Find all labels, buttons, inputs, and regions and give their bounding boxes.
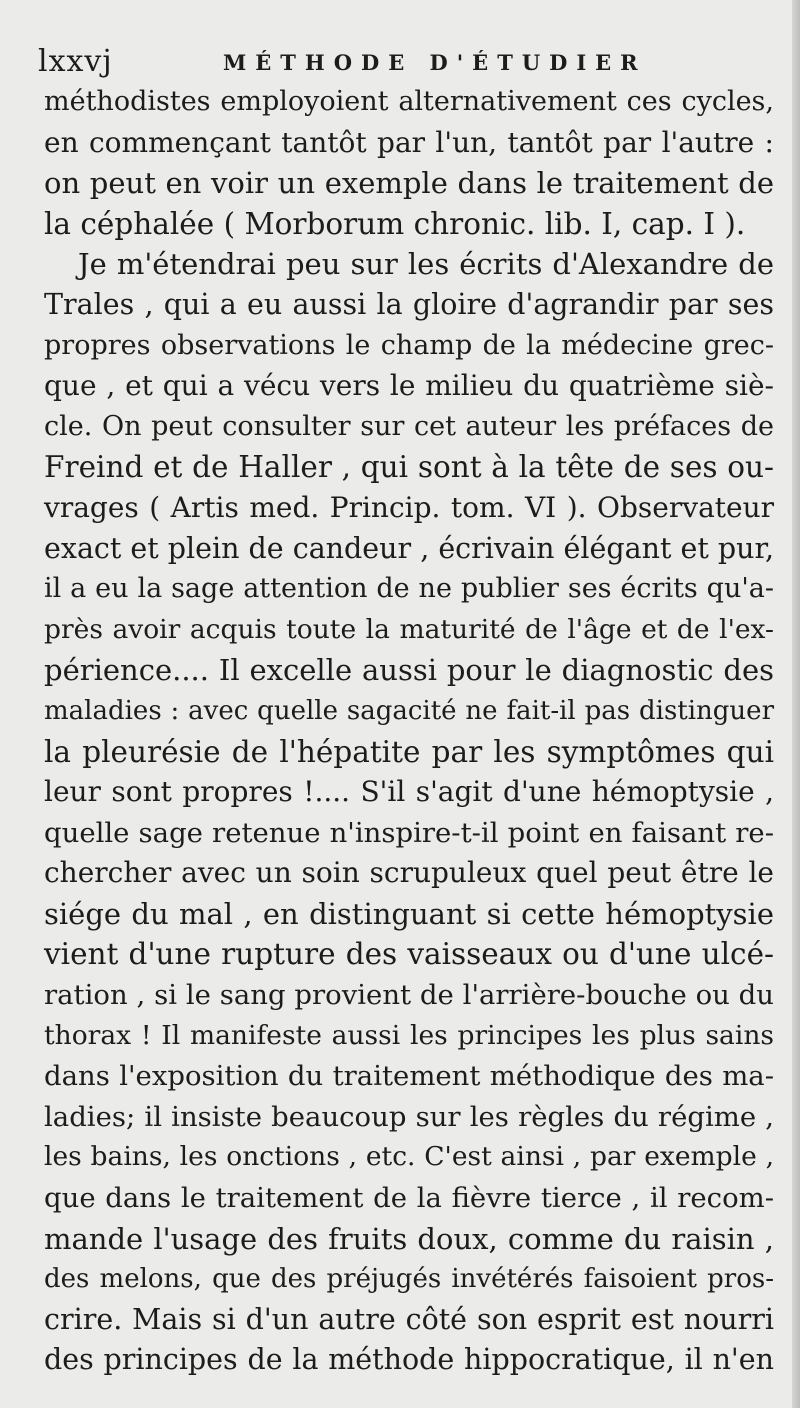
text-line: méthodistes employoient alternativement ces cycles, — [44, 86, 774, 117]
text-line: Trales , qui a eu aussi la gloire d'agrandir par ses — [44, 287, 774, 321]
text-line: vrages ( Artis med. Princip. tom. VI ). Observateur — [44, 490, 774, 524]
text-line: des melons, que des préjugés invétérés faisoient pros- — [44, 1264, 774, 1295]
running-title: MÉTHODE D'ÉTUDIER — [223, 50, 647, 75]
body-text — [44, 82, 774, 1381]
text-line: que , et qui a vécu vers le milieu du quatrième siè- — [44, 369, 774, 403]
text-line: périence.... Il excelle aussi pour le diagnostic des — [44, 653, 774, 688]
text-line: la céphalée ( Morborum chronic. lib. I, cap. I ). — [44, 206, 746, 241]
text-line: crire. Mais si d'un autre côté son esprit est nourri — [44, 1302, 774, 1336]
text-line: en commençant tantôt par l'un, tantôt par l'autre : — [44, 125, 774, 159]
text-line: siége du mal , en distinguant si cette hémoptysie — [44, 896, 774, 931]
text-line: des principes de la méthode hippocratique, il n'en — [44, 1343, 774, 1377]
text-line: chercher avec un soin scrupuleux quel peut être le — [44, 856, 774, 890]
text-line: propres observations le champ de la médecine grec- — [44, 329, 774, 361]
text-line: ration , si le sang provient de l'arrière-bouche ou du — [44, 979, 774, 1012]
text-line: exact et plein de candeur , écrivain élégant et pur, — [44, 531, 774, 565]
text-line: ladies; il insiste beaucoup sur les règles du régime , — [44, 1100, 774, 1133]
page-number: lxxvj — [38, 44, 113, 79]
text-line: près avoir acquis toute la maturité de l'âge et de l'ex- — [44, 613, 774, 645]
text-line: que dans le traitement de la fièvre tierce , il recom- — [44, 1182, 774, 1215]
text-line: cle. On peut consulter sur cet auteur les préfaces de — [44, 410, 774, 442]
page-edge-shadow — [792, 0, 800, 1408]
text-line: maladies : avec quelle sagacité ne fait-il pas distinguer — [44, 695, 774, 726]
text-line: la pleurésie de l'hépatite par les symptômes qui — [44, 734, 774, 769]
text-line: on peut en voir un exemple dans le traitement de — [44, 166, 774, 201]
text-line: les bains, les onctions , etc. C'est ainsi , par exemple , — [44, 1141, 774, 1173]
text-line: Freind et de Haller , qui sont à la tête de ses ou- — [44, 450, 774, 485]
text-line: dans l'exposition du traitement méthodique des ma- — [44, 1060, 774, 1093]
text-line: il a eu la sage attention de ne publier ses écrits qu'a- — [44, 573, 774, 605]
text-line: thorax ! Il manifeste aussi les principes les plus sains — [44, 1019, 774, 1051]
text-line: quelle sage retenue n'inspire-t-il point en faisant re- — [44, 816, 774, 849]
text-line: mande l'usage des fruits doux, comme du raisin , — [44, 1221, 774, 1256]
text-line: Je m'étendrai peu sur les écrits d'Alexandre de — [78, 247, 774, 282]
text-line: leur sont propres !.... S'il s'agit d'une hémoptysie , — [44, 775, 774, 809]
text-line: vient d'une rupture des vaisseaux ou d'une ulcé- — [44, 937, 774, 972]
